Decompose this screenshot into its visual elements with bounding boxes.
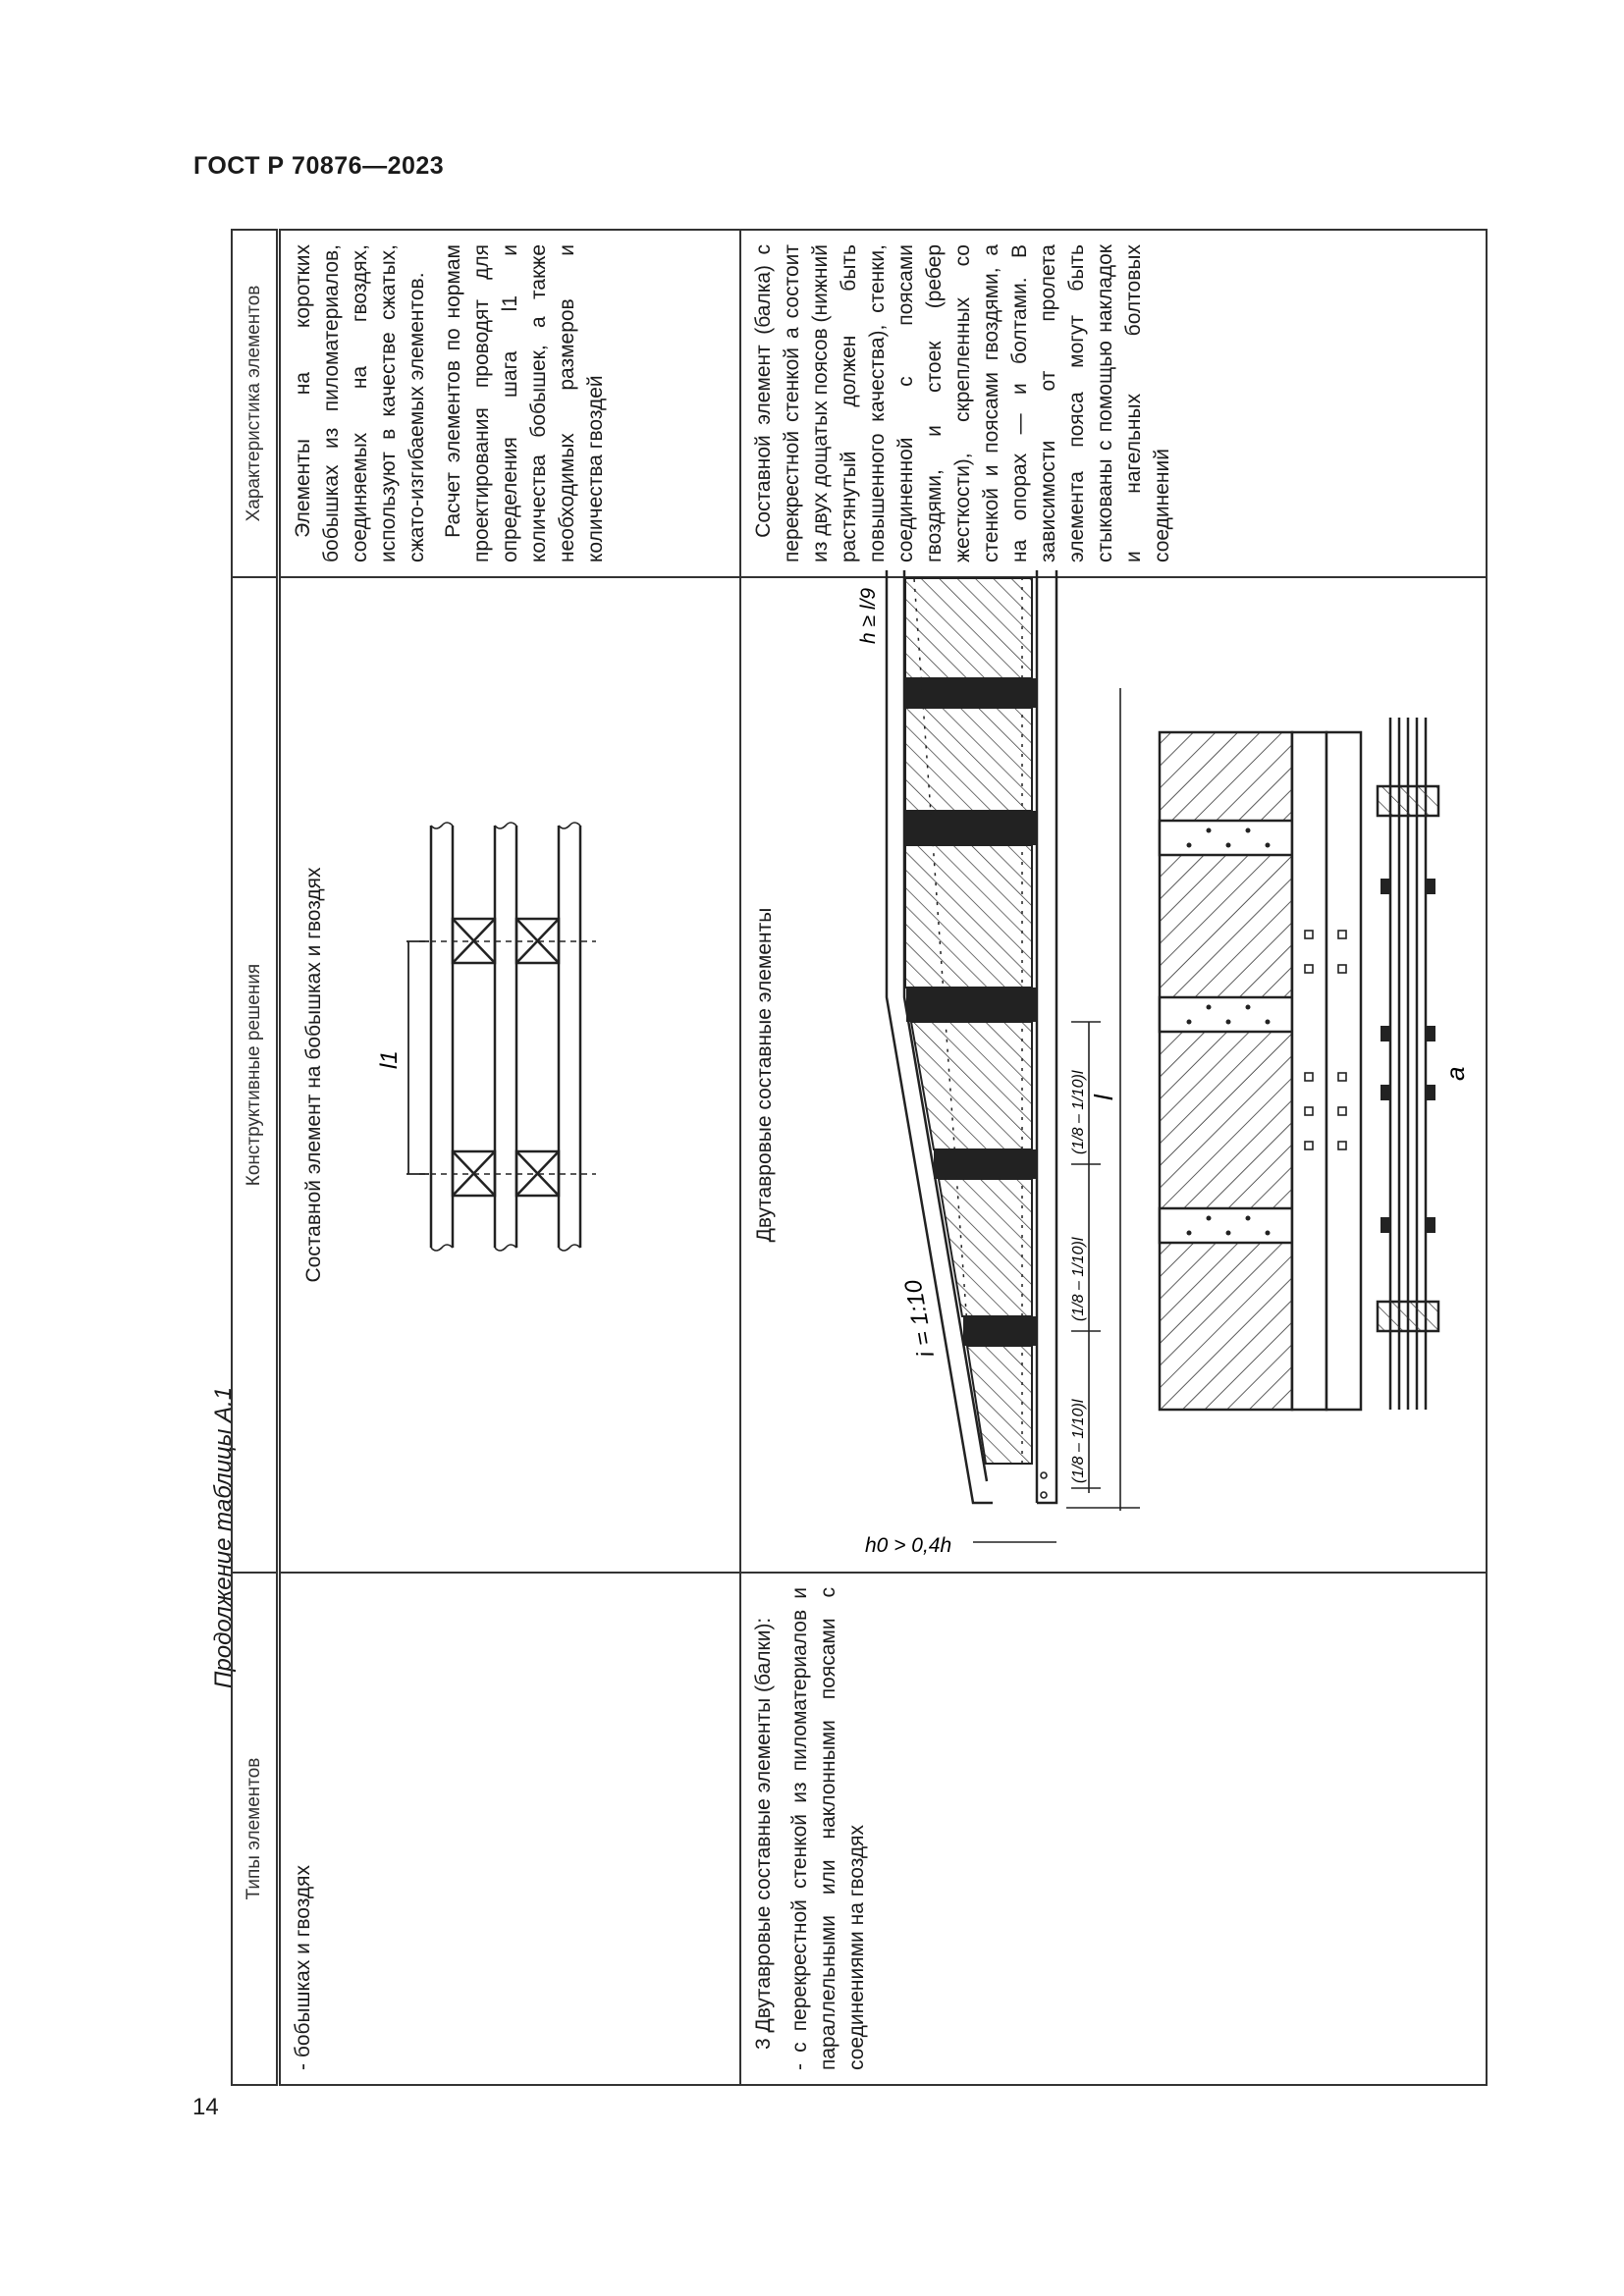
slope-label: i = 1:10 xyxy=(899,1277,940,1360)
type-text-2: - с перекрестной стенкой из пиломатериалов и параллельными или наклонными поясами с соединениями на гвоздях xyxy=(787,1587,868,2070)
table-header-row xyxy=(232,230,279,2085)
cell-desc-1 xyxy=(279,230,740,577)
desc-paragraph-1: Элементы на коротких бобышках из пиломатериалов, соединяемых на гвоздях, используют в качестве сжатых, сжато-изгибаемых элементов. xyxy=(292,244,428,562)
solution-title-1: Составной элемент на бобышках и гвоздях xyxy=(302,867,325,1283)
desc-paragraph-2: Расчет элементов по нормам проектирования проводят для определения шага l1 и количества бобышек, а также необходимых размеров и количества гвоздей xyxy=(442,244,607,562)
cell-type-1 xyxy=(279,1573,740,2085)
h-top-label: h ≥ l/9 xyxy=(856,587,880,644)
table-a1 xyxy=(231,229,1488,2086)
col-header-solutions: Конструктивные решения xyxy=(232,577,279,1573)
panel-label-2: (1/8 – 1/10)l xyxy=(1069,1237,1087,1321)
panel-label-1: (1/8 – 1/10)l xyxy=(1069,1399,1087,1483)
desc-text-2: Составной элемент (балка) с перекрестной стенкой а состоит из двух дощатых поясов (нижний растянутый должен быть повышенного качества), стенки, соединенной с поясами гвоздями, и стоек (ребер жесткости), скрепленных со стенкой и поясами гвоздями, а на опорах — и болтами. В зависимости от пролета элемента пояса могут быть стыкованы с помощью накладок и нагельных болтовых соединений xyxy=(751,244,1173,562)
h0-label: h0 > 0,4h xyxy=(864,1534,951,1557)
i-beam-drawing xyxy=(777,578,1470,1572)
col-header-characteristics: Характеристика элементов xyxy=(232,230,279,577)
cell-desc-2 xyxy=(740,230,1488,577)
bosses-nails-drawing xyxy=(326,578,709,1572)
col-header-types: Типы элементов xyxy=(232,1573,279,2085)
rotated-table-wrapper xyxy=(231,231,1488,2086)
figure-label-a: а xyxy=(1439,1066,1470,1081)
cell-solution-2 xyxy=(740,577,1488,1573)
type-text: - бобышках и гвоздях xyxy=(292,1864,314,2070)
table-row xyxy=(740,230,1488,2085)
table-caption: Продолжение таблицы А.1 xyxy=(210,1386,237,1688)
cell-type-2 xyxy=(740,1573,1488,2085)
page-number: 14 xyxy=(192,2094,219,2120)
cell-solution-1 xyxy=(279,577,740,1573)
panel-label-3: (1/8 – 1/10)l xyxy=(1069,1070,1087,1154)
l1-label: l1 xyxy=(376,1050,403,1069)
document-header: ГОСТ Р 70876—2023 xyxy=(193,152,445,180)
type-title-2: 3 Двутавровые составные элементы (балки): xyxy=(751,1617,775,2050)
span-label: l xyxy=(1088,1095,1118,1100)
table-row xyxy=(279,230,740,2085)
solution-title-2: Двутавровые составные элементы xyxy=(752,907,776,1243)
